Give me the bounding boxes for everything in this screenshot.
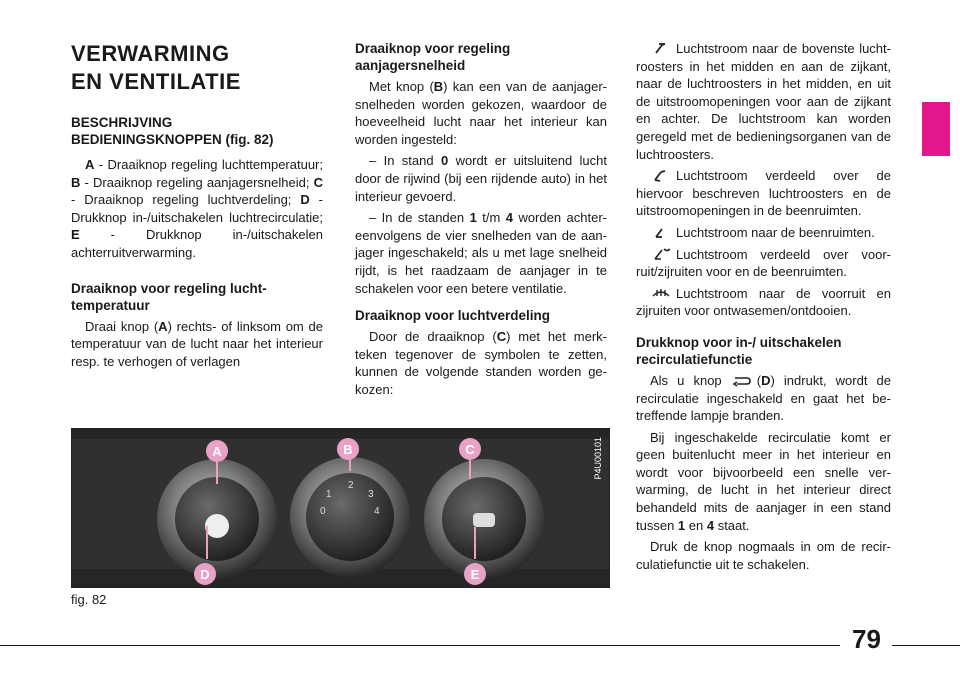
page-title	[71, 40, 323, 96]
airflow-windscreen: Luchtstroom naar de voorruit en zijruiten voor ontwasemen/ontdooien.	[636, 285, 891, 319]
knob-text: - Draaiknop regeling luchttemperatuur;	[94, 157, 323, 172]
knob-text: - Drukknop in-/uitschakelen luchtrecirculatie;	[71, 192, 323, 225]
airflow-face-feet-icon	[650, 168, 672, 182]
dial-number: 4	[374, 506, 380, 517]
knob-text: - Draaiknop regeling aanjagersnelheid;	[80, 174, 314, 190]
airflow-feet: Luchtstroom naar de beenruimten.	[636, 224, 891, 242]
section-heading	[71, 114, 323, 148]
fan-paragraph-1: Met knop (B) kan een van de aanjagersnelheden worden gekozen, waardoor de hoeveelheid lucht naar het interieur kan worden ingesteld:	[355, 79, 607, 147]
temperature-heading: Draaiknop voor regeling luchttemperatuur	[71, 280, 267, 313]
airflow-feet-icon	[650, 225, 672, 239]
airflow-face-icon	[650, 41, 672, 55]
knob-list	[71, 156, 323, 262]
column-3	[636, 40, 891, 577]
knob-key: E	[71, 227, 80, 243]
recirculation-paragraph-1: Als u knop (D) indrukt, wordt de recirculatie ingeschakeld en gaat het betreffende lampje branden.	[636, 372, 891, 424]
section-tab	[922, 102, 950, 156]
figure-reference: (fig. 82)	[225, 132, 274, 147]
rear-defrost-button-e	[473, 513, 495, 527]
dial-number: 2	[348, 480, 354, 491]
control-panel-photo	[72, 429, 609, 587]
recirculation-heading: Drukknop voor in-/ uitschakelen recirculatiefunctie	[636, 334, 842, 367]
temperature-text: Draai knop (A) rechts- of linksom om de temperatuur van de lucht naar het interieur resp. te verhogen of verlagen	[71, 318, 323, 369]
distribution-heading: Draaiknop voor luchtverdeling	[355, 308, 551, 324]
figure-caption: fig. 82	[71, 592, 107, 607]
knob-key: D	[300, 192, 310, 208]
fan-paragraph-3: – In de standen 1 t/m 4 worden achtereenvolgens de vier snelheden van de aanjager ingeschakeld; als u met lage snelheid rijdt, is het raadzaam de aanjager in te schakelen voor een betere ventilatie.	[355, 210, 607, 296]
knob-text: - Drukknop in-/uitschakelen achterruitverwarming.	[71, 227, 323, 260]
defrost-icon	[650, 286, 672, 300]
footer-rule-right	[892, 645, 960, 646]
knob-key: C	[313, 174, 323, 190]
callout-label: D	[200, 567, 210, 582]
airflow-upper-vents: Luchtstroom naar de bovenste luchtroosters in het midden en aan de zijkant, naar de luchtroosters in het midden, en uit de uitstroomopeningen voor aan de zijkant en achter. De luchtstroom kan worden geregeld met de bedieningsorganen van de luchtroosters.	[636, 41, 891, 162]
recirculation-icon	[731, 373, 753, 387]
dial-number: 1	[326, 489, 332, 500]
dial-number: 0	[320, 506, 326, 517]
section-heading-line-2: BEDIENINGSKNOPPEN	[71, 132, 222, 147]
title-line-1: VERWARMING	[71, 41, 230, 66]
airflow-defrost-feet-icon	[650, 247, 672, 261]
recirculation-button-d	[205, 514, 229, 538]
figure-code: P4U00101	[593, 437, 603, 480]
callout-label: E	[470, 567, 480, 582]
fan-paragraph-2: – In stand 0 wordt er uitsluitend lucht door de rijwind (bij een rijdende auto) in het interieur gevoerd.	[355, 153, 607, 204]
recirculation-paragraph-2: Bij ingeschakelde recirculatie komt er geen buitenlucht meer in het interieur en wordt voor bijvoorbeeld een snelle verwarming, de lucht in het interieur direct behandeld mits de aanjager in een stand tussen 1 en 4 staat.	[636, 429, 891, 533]
title-line-2: EN VENTILATIE	[71, 69, 241, 94]
column-2	[355, 40, 607, 403]
fan-heading: Draaiknop voor regeling aanjagersnelheid	[355, 41, 511, 73]
footer-rule-left	[0, 645, 840, 646]
airflow-face-and-feet: Luchtstroom verdeeld over de hiervoor beschreven luchtroosters en de uitstroomopeningen in de beenruimten.	[636, 168, 891, 219]
page-number: 79	[852, 624, 881, 654]
knob-key: A	[85, 157, 95, 172]
airflow-windscreen-feet: Luchtstroom verdeeld over voorruit/zijruiten voor en de beenruimten.	[636, 246, 891, 280]
column-1	[71, 40, 323, 374]
figure-82	[71, 428, 610, 588]
knob-text: - Draaiknop regeling luchtverdeling;	[71, 192, 301, 208]
callout-label: C	[465, 442, 475, 457]
callout-label: A	[212, 444, 222, 459]
distribution-text: Door de draaiknop (C) met het merkteken tegenover de symbolen te zetten, kunnen de volgende standen worden gekozen:	[355, 329, 607, 397]
section-heading-line-1: BESCHRIJVING	[71, 115, 173, 130]
dial-number: 3	[368, 489, 374, 500]
knob-key: B	[71, 174, 81, 190]
recirculation-paragraph-3: Druk de knop nogmaals in om de recirculatiefunctie uit te schakelen.	[636, 539, 891, 572]
callout-label: B	[343, 442, 353, 457]
